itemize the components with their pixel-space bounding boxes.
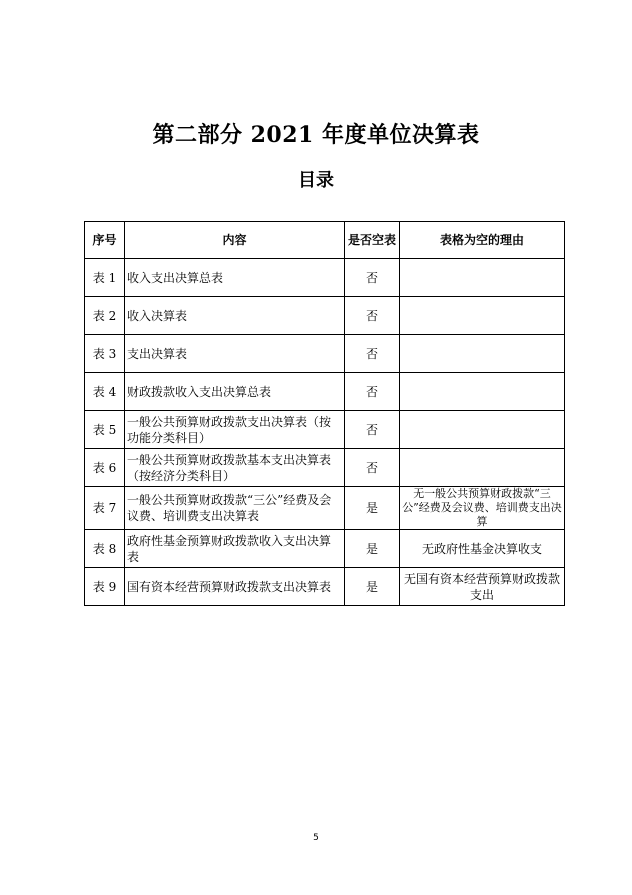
header-is-empty: 是否空表: [345, 222, 400, 259]
row-is-empty: 是: [345, 487, 400, 530]
row-name: 收入支出决算总表: [125, 259, 345, 297]
row-is-empty: 否: [345, 449, 400, 487]
row-no: 表 5: [85, 411, 125, 449]
row-reason: 无一般公共预算财政拨款“三公”经费及会议费、培训费支出决算: [400, 487, 565, 530]
table-row: [85, 487, 565, 530]
row-is-empty: 是: [345, 530, 400, 568]
table-row: [85, 530, 565, 568]
row-name: 财政拨款收入支出决算总表: [125, 373, 345, 411]
row-reason: [400, 335, 565, 373]
table-row: [85, 335, 565, 373]
row-no: 表 8: [85, 530, 125, 568]
row-is-empty: 否: [345, 335, 400, 373]
row-reason: [400, 373, 565, 411]
table-row: [85, 297, 565, 335]
row-no: 表 7: [85, 487, 125, 530]
table-row: [85, 411, 565, 449]
row-reason: [400, 411, 565, 449]
header-no: 序号: [85, 222, 125, 259]
row-reason: [400, 259, 565, 297]
table-row: [85, 449, 565, 487]
row-name: 收入决算表: [125, 297, 345, 335]
row-no: 表 6: [85, 449, 125, 487]
row-name: 国有资本经营预算财政拨款支出决算表: [125, 568, 345, 606]
row-is-empty: 否: [345, 259, 400, 297]
header-name: 内容: [125, 222, 345, 259]
table-row: [85, 259, 565, 297]
row-is-empty: 否: [345, 297, 400, 335]
row-is-empty: 否: [345, 411, 400, 449]
row-name: 一般公共预算财政拨款支出决算表（按功能分类科目）: [125, 411, 345, 449]
table-row: [85, 373, 565, 411]
row-no: 表 2: [85, 297, 125, 335]
row-reason: 无政府性基金决算收支: [400, 530, 565, 568]
document-subtitle: 目录: [298, 170, 334, 191]
table-header-row: [85, 222, 565, 259]
row-reason: [400, 297, 565, 335]
table-row: [85, 568, 565, 606]
row-no: 表 1: [85, 259, 125, 297]
row-name: 支出决算表: [125, 335, 345, 373]
row-name: 一般公共预算财政拨款基本支出决算表（按经济分类科目）: [125, 449, 345, 487]
row-is-empty: 否: [345, 373, 400, 411]
row-is-empty: 是: [345, 568, 400, 606]
row-reason: 无国有资本经营预算财政拨款支出: [400, 568, 565, 606]
row-name: 政府性基金预算财政拨款收入支出决算表: [125, 530, 345, 568]
row-no: 表 3: [85, 335, 125, 373]
row-reason: [400, 449, 565, 487]
row-no: 表 9: [85, 568, 125, 606]
catalog-table: [84, 221, 565, 606]
row-name: 一般公共预算财政拨款“三公”经费及会议费、培训费支出决算表: [125, 487, 345, 530]
row-no: 表 4: [85, 373, 125, 411]
document-title: 第二部分 2021 年度单位决算表: [152, 122, 480, 148]
header-reason: 表格为空的理由: [400, 222, 565, 259]
page-number: 5: [313, 833, 319, 843]
